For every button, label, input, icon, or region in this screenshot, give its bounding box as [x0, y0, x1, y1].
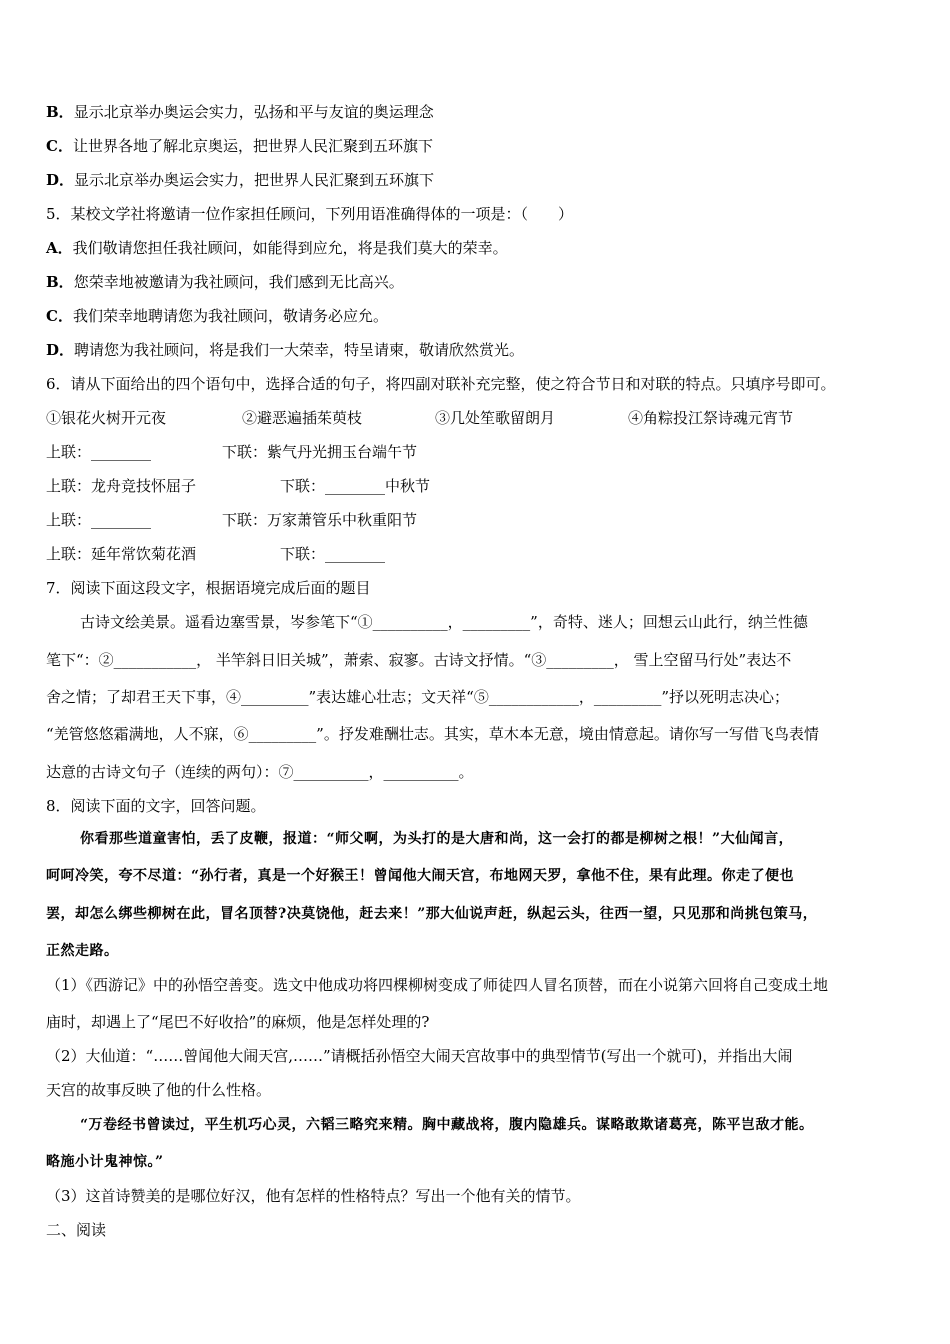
q4-option-c — [46, 136, 433, 156]
q8-stem: 8．阅读下面的文字，回答问题。 — [46, 797, 266, 815]
option-text: 我们敬请您担任我社顾问，如能得到应允，将是我们莫大的荣幸。 — [72, 239, 508, 257]
option-label: D． — [46, 341, 75, 359]
couplet-lower: 下联：________ — [280, 545, 386, 563]
choice-2: ②避恶遍插茱萸枝 — [242, 409, 363, 427]
option-text: 我们荣幸地聘请您为我社顾问，敬请务必应允。 — [72, 307, 388, 325]
option-label: D． — [46, 171, 75, 189]
q8-sub1-line: 庙时，却遇上了“尾巴不好收拾”的麻烦，他是怎样处理的? — [46, 1013, 430, 1031]
couplet-4 — [46, 544, 385, 564]
q6-choices — [46, 408, 793, 428]
q8-passage-line: 正然走路。 — [46, 943, 119, 959]
option-label: C． — [46, 307, 73, 325]
couplet-upper: 上联：________ — [46, 443, 152, 461]
option-text: 显示北京举办奥运会实力，弘扬和平与友谊的奥运理念 — [73, 103, 434, 121]
couplet-2 — [46, 476, 430, 496]
couplet-upper: 上联：龙舟竞技怀屈子 — [46, 477, 197, 495]
q5-option-a — [46, 238, 508, 258]
option-text: 您荣幸地被邀请为我社顾问，我们感到无比高兴。 — [73, 273, 404, 291]
q4-option-d — [46, 170, 434, 190]
couplet-lower: 下联：万家萧管乐中秋重阳节 — [222, 511, 418, 529]
q4-option-b — [46, 102, 434, 122]
option-text: 聘请您为我社顾问，将是我们一大荣幸，特呈请柬，敬请欣然赏光。 — [74, 341, 525, 359]
option-label: A． — [46, 239, 73, 257]
q8-sub3: （3）这首诗赞美的是哪位好汉，他有怎样的性格特点？写出一个他有关的情节。 — [46, 1187, 581, 1205]
couplet-lower: 下联：________中秋节 — [280, 477, 431, 495]
option-label: C． — [46, 137, 73, 155]
q8-passage-line: 呵呵冷笑，夸不尽道：“孙行者，真是一个好猴王！曾闻他大闹天宫，布地网天罗，拿他不住，果有此理。你走了便也 — [46, 868, 795, 884]
q8-sub2-line: 天宫的故事反映了他的什么性格。 — [46, 1081, 272, 1099]
couplet-3 — [46, 510, 417, 530]
q8-passage-line: 你看那些道童害怕，丢了皮鞭，报道：“师父啊，为头打的是大唐和尚，这一会打的都是柳树之根！”大仙闻言， — [80, 831, 794, 847]
q5-stem: 5．某校文学社将邀请一位作家担任顾问，下列用语准确得体的一项是：（ ） — [46, 205, 574, 223]
q7-paragraph-line: 达意的古诗文句子（连续的两句）：⑦__________，__________。 — [46, 763, 474, 781]
option-label: B． — [46, 273, 74, 291]
couplet-upper: 上联：延年常饮菊花酒 — [46, 545, 197, 563]
q8-sub1-line: （1）《西游记》中的孙悟空善变。选文中他成功将四棵柳树变成了师徒四人冒名顶替，而在小说第六回将自己变成土地 — [46, 976, 829, 994]
couplet-lower: 下联：紫气丹光拥玉台端午节 — [222, 443, 418, 461]
couplet-upper: 上联：________ — [46, 511, 152, 529]
choice-1: ①银花火树开元夜 — [46, 409, 167, 427]
option-text: 显示北京举办奥运会实力，把世界人民汇聚到五环旗下 — [74, 171, 435, 189]
q7-paragraph-line: 笔下“：②___________， 半竿斜日旧关城”，萧索、寂寥。古诗文抒情。“③_________， 雪上空留马行处”表达不 — [46, 651, 792, 669]
choice-3: ③几处笙歌留朗月 — [435, 409, 556, 427]
q8-poem-line: “万卷经书曾读过，平生机巧心灵，六韬三略究来精。胸中藏战将，腹内隐雄兵。谋略敢欺诸葛亮，陈平岂敌才能。 — [80, 1117, 814, 1133]
q5-option-c — [46, 306, 388, 326]
couplet-1 — [46, 442, 417, 462]
q8-poem-line: 略施小计鬼神惊。” — [46, 1154, 164, 1170]
q8-passage-line: 罢，却怎么绑些柳树在此，冒名顶替?决莫饶他，赶去来！”那大仙说声赶，纵起云头，往西一望，只见那和尚挑包策马， — [46, 906, 818, 922]
q7-paragraph-line: “羌管悠悠霜满地，人不寐，⑥_________”。抒发难酬壮志。其实，草木本无意，境由情意起。请你写一写借飞鸟表情 — [46, 725, 819, 743]
q7-paragraph-line: 古诗文绘美景。遥看边塞雪景，岑参笔下“①__________，_________”，奇特、迷人；回想云山此行，纳兰性德 — [80, 613, 808, 631]
q8-sub2-line: （2）大仙道：“……曾闻他大闹天宫,……”请概括孙悟空大闹天宫故事中的典型情节(写出一个就可)，并指出大闹 — [46, 1047, 793, 1065]
q7-paragraph-line: 舍之情；了却君王天下事，④_________”表达雄心壮志；文天祥“⑤____________，_________”抒以死明志决心； — [46, 688, 790, 706]
q7-stem: 7．阅读下面这段文字，根据语境完成后面的题目 — [46, 579, 371, 597]
q5-option-d — [46, 340, 524, 360]
section-heading: 二、阅读 — [46, 1221, 107, 1239]
option-label: B． — [46, 103, 74, 121]
q5-option-b — [46, 272, 404, 292]
option-text: 让世界各地了解北京奥运，把世界人民汇聚到五环旗下 — [72, 137, 433, 155]
choice-4: ④角粽投江祭诗魂元宵节 — [628, 409, 794, 427]
q6-stem: 6．请从下面给出的四个语句中，选择合适的句子，将四副对联补充完整，使之符合节日和对联的特点。只填序号即可。 — [46, 375, 836, 393]
